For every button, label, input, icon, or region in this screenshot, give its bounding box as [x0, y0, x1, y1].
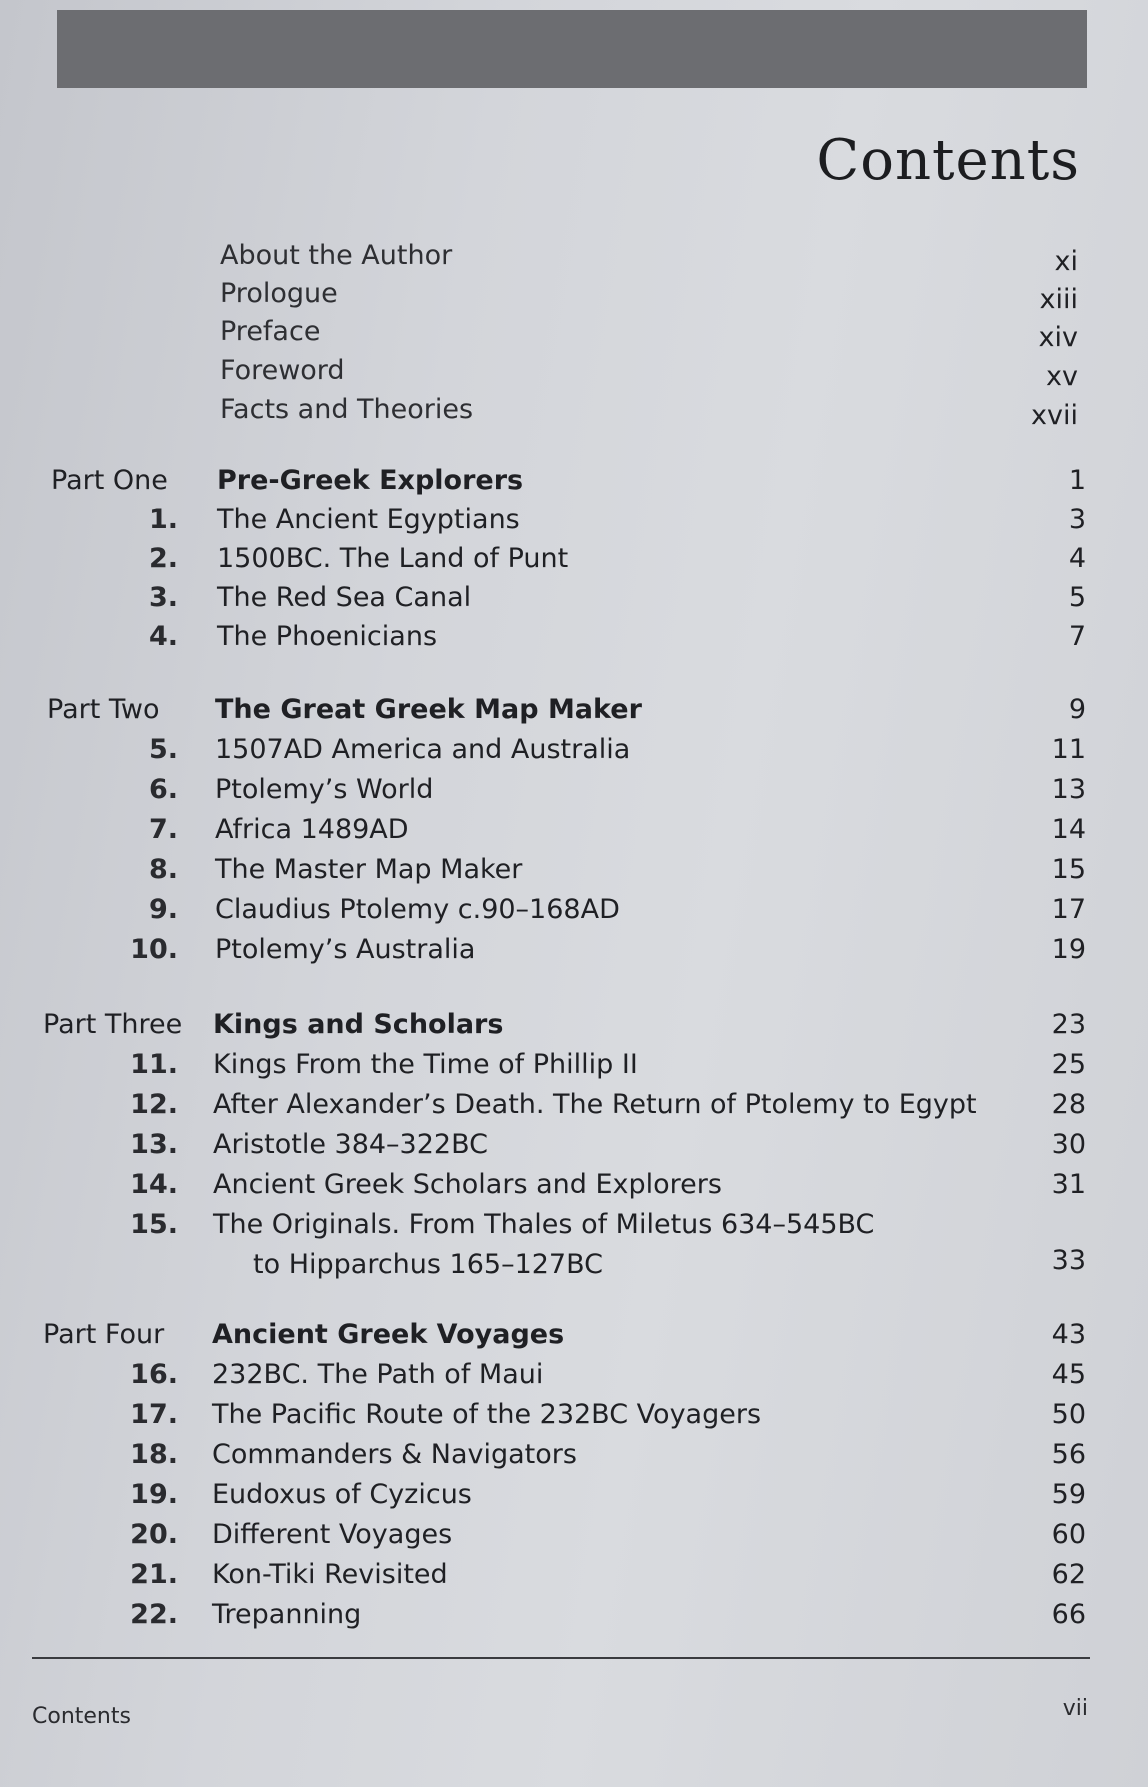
toc-entry [0, 274, 1148, 314]
chapter-page: 28 [1051, 1089, 1086, 1120]
part-title: The Great Greek Map Maker [215, 694, 642, 725]
part-heading [0, 690, 1148, 730]
chapter-number: 13. [130, 1129, 178, 1160]
chapter-title: Eudoxus of Cyzicus [212, 1479, 472, 1510]
chapter-number: 4. [148, 621, 178, 652]
part-label: Part Two [47, 694, 160, 725]
chapter-page: 25 [1051, 1049, 1086, 1080]
chapter-title: 232BC. The Path of Maui [212, 1359, 544, 1390]
chapter-row [0, 1355, 1148, 1395]
chapter-page: 4 [1068, 543, 1086, 574]
toc-entry [0, 236, 1148, 276]
chapter-page: 11 [1051, 734, 1086, 765]
part-label: Part Four [43, 1319, 165, 1350]
chapter-title: Ancient Greek Scholars and Explorers [213, 1169, 722, 1200]
entry-page: xvii [1031, 400, 1078, 431]
chapter-page: 45 [1051, 1359, 1086, 1390]
part-label: Part Three [43, 1009, 183, 1040]
chapter-title [213, 1205, 874, 1285]
chapter-row [0, 1435, 1148, 1475]
chapter-title: Kon-Tiki Revisited [212, 1559, 448, 1590]
chapter-page: 13 [1051, 774, 1086, 805]
page-number: vii [1062, 1696, 1088, 1721]
part-title: Kings and Scholars [213, 1009, 504, 1040]
chapter-row [0, 730, 1148, 770]
chapter-row [0, 850, 1148, 890]
part-label: Part One [51, 465, 168, 496]
chapter-row [0, 930, 1148, 970]
chapter-number: 2. [148, 543, 178, 574]
part-page: 43 [1051, 1319, 1086, 1350]
chapter-row [0, 1395, 1148, 1435]
entry-title: Prologue [220, 278, 338, 309]
chapter-number: 14. [130, 1169, 178, 1200]
chapter-page: 17 [1051, 894, 1086, 925]
running-footer-title: Contents [32, 1704, 131, 1729]
part-page: 23 [1051, 1009, 1086, 1040]
chapter-number: 3. [148, 582, 178, 613]
chapter-title: The Phoenicians [217, 621, 438, 652]
chapter-number: 6. [148, 774, 178, 805]
part-page: 9 [1068, 694, 1086, 725]
chapter-title: The Pacific Route of the 232BC Voyagers [212, 1399, 762, 1430]
chapter-page: 31 [1051, 1169, 1086, 1200]
chapter-title: Commanders & Navigators [212, 1439, 577, 1470]
chapter-number: 19. [130, 1479, 178, 1510]
chapter-row [0, 890, 1148, 930]
chapter-page: 56 [1051, 1439, 1086, 1470]
chapter-title: Aristotle 384–322BC [213, 1129, 488, 1160]
chapter-number: 11. [130, 1049, 178, 1080]
part-title: Pre-Greek Explorers [217, 465, 524, 496]
chapter-page: 33 [1051, 1245, 1086, 1276]
part-title: Ancient Greek Voyages [212, 1319, 565, 1350]
entry-title: Facts and Theories [220, 394, 474, 425]
entry-title: About the Author [220, 240, 453, 271]
chapter-title: Ptolemy’s Australia [215, 934, 476, 965]
chapter-title: The Ancient Egyptians [217, 504, 520, 535]
chapter-row [0, 500, 1148, 540]
toc-entry [0, 351, 1148, 391]
entry-title: Preface [220, 316, 321, 347]
chapter-title: After Alexander’s Death. The Return of Ptolemy to Egypt [213, 1089, 977, 1120]
chapter-row [0, 1205, 1148, 1285]
entry-page: xiv [1038, 322, 1078, 353]
part-page: 1 [1068, 465, 1086, 496]
chapter-page: 30 [1051, 1129, 1086, 1160]
chapter-row [0, 1165, 1148, 1205]
page-title: Contents [816, 128, 1080, 193]
chapter-title: Africa 1489AD [215, 814, 409, 845]
toc-entry [0, 312, 1148, 352]
toc-entry [0, 390, 1148, 430]
chapter-number: 21. [130, 1559, 178, 1590]
chapter-number: 20. [130, 1519, 178, 1550]
chapter-number: 17. [130, 1399, 178, 1430]
chapter-page: 7 [1068, 621, 1086, 652]
chapter-number: 15. [130, 1209, 178, 1240]
chapter-row [0, 1045, 1148, 1085]
chapter-title: Kings From the Time of Phillip II [213, 1049, 638, 1080]
chapter-page: 3 [1068, 504, 1086, 535]
chapter-title: Ptolemy’s World [215, 774, 434, 805]
chapter-number: 12. [130, 1089, 178, 1120]
chapter-number: 18. [130, 1439, 178, 1470]
entry-page: xv [1046, 361, 1078, 392]
chapter-row [0, 770, 1148, 810]
chapter-page: 15 [1051, 854, 1086, 885]
chapter-page: 62 [1051, 1559, 1086, 1590]
chapter-number: 8. [148, 854, 178, 885]
chapter-title-line: The Originals. From Thales of Miletus 634–545BC [213, 1209, 875, 1240]
chapter-row [0, 1515, 1148, 1555]
part-heading [0, 1315, 1148, 1355]
chapter-title: The Master Map Maker [215, 854, 523, 885]
entry-page: xi [1054, 246, 1078, 277]
chapter-page: 14 [1051, 814, 1086, 845]
chapter-title: Trepanning [212, 1599, 362, 1630]
chapter-number: 10. [130, 934, 178, 965]
part-heading [0, 461, 1148, 501]
entry-title: Foreword [220, 355, 345, 386]
part-heading [0, 1005, 1148, 1045]
chapter-row [0, 810, 1148, 850]
chapter-title: 1500BC. The Land of Punt [217, 543, 569, 574]
chapter-title: The Red Sea Canal [217, 582, 472, 613]
chapter-row [0, 1555, 1148, 1595]
chapter-row [0, 1125, 1148, 1165]
chapter-page: 59 [1051, 1479, 1086, 1510]
chapter-page: 60 [1051, 1519, 1086, 1550]
footer-rule [32, 1657, 1090, 1659]
chapter-number: 22. [130, 1599, 178, 1630]
chapter-page: 66 [1051, 1599, 1086, 1630]
chapter-row [0, 617, 1148, 657]
chapter-title: Different Voyages [212, 1519, 453, 1550]
chapter-page: 50 [1051, 1399, 1086, 1430]
chapter-page: 19 [1051, 934, 1086, 965]
chapter-title-continuation: to Hipparchus 165–127BC [253, 1249, 604, 1280]
chapter-row [0, 539, 1148, 579]
chapter-row [0, 1475, 1148, 1515]
header-bar [57, 10, 1087, 88]
chapter-number: 16. [130, 1359, 178, 1390]
chapter-row [0, 578, 1148, 618]
chapter-row [0, 1595, 1148, 1635]
chapter-title: Claudius Ptolemy c.90–168AD [215, 894, 620, 925]
chapter-number: 5. [148, 734, 178, 765]
chapter-number: 7. [148, 814, 178, 845]
chapter-page: 5 [1068, 582, 1086, 613]
chapter-number: 1. [148, 504, 178, 535]
entry-page: xiii [1039, 284, 1078, 315]
chapter-title: 1507AD America and Australia [215, 734, 631, 765]
chapter-number: 9. [148, 894, 178, 925]
chapter-row [0, 1085, 1148, 1125]
